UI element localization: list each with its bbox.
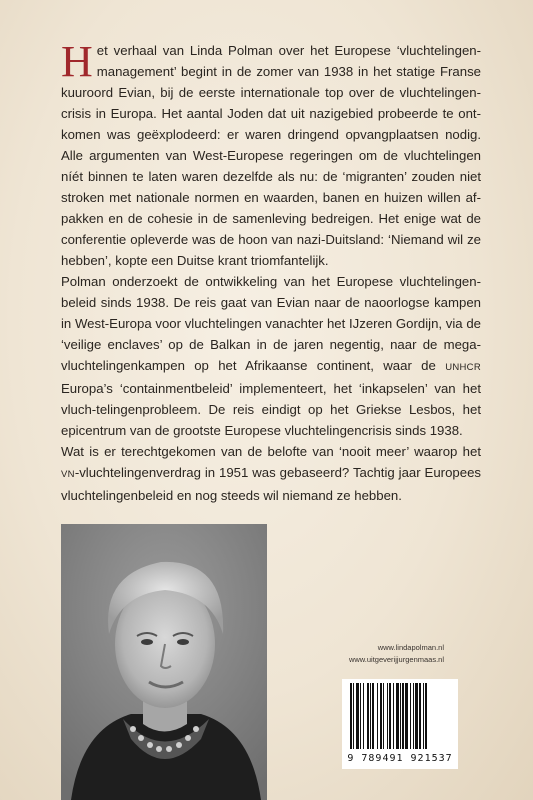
blurb-paragraph-3 bbox=[61, 441, 481, 506]
barcode-bar bbox=[400, 683, 401, 749]
blurb-text bbox=[61, 37, 481, 506]
barcode-bar bbox=[380, 683, 382, 749]
barcode-bar bbox=[410, 683, 411, 749]
paragraph-2-text-end: Europa’s ‘containmentbeleid’ implementeert, het ‘inkapselen’ van het vluch-telingenprobleem. De reis eindigt op het Griekse Lesbos, het epicentrum van de grootste Europese vluchtelingencrisis sinds 1938. bbox=[61, 381, 481, 438]
isbn-barcode bbox=[342, 679, 458, 769]
barcode-bar bbox=[370, 683, 371, 749]
barcode-bar bbox=[377, 683, 378, 749]
publisher-website: www.uitgeverijjurgenmaas.nl bbox=[348, 655, 444, 664]
barcode-bar bbox=[363, 683, 364, 749]
barcode-bar bbox=[360, 683, 361, 749]
barcode-bar bbox=[402, 683, 404, 749]
isbn-number: 9 789491 921537 bbox=[347, 753, 453, 764]
blurb-paragraph-2 bbox=[61, 271, 481, 441]
author-photo bbox=[61, 524, 267, 800]
barcode-bar bbox=[350, 683, 352, 749]
paragraph-3-text-start: Wat is er terechtgekomen van de belofte van ‘nooit meer’ waarop het bbox=[61, 444, 481, 459]
barcode-bar bbox=[367, 683, 369, 749]
drop-cap: H bbox=[61, 37, 93, 86]
barcode-bar bbox=[405, 683, 408, 749]
author-website: www.lindapolman.nl bbox=[377, 643, 444, 652]
barcode-bar bbox=[413, 683, 414, 749]
paragraph-1-text: et verhaal van Linda Polman over het Europese ‘vluchtelingen-management’ begint in de zomer van 1938 in het statige Franse kuuroord Evian, bij de eerste internationale top over de vluchtelingen-crisis in Europa. Het aantal Joden dat uit nazigebied probeerde te ont-komen was geëxplodeerd: er waren dringend opvangplaatsen nodig. Alle argumenten van West-Europese regeringen om de vluchtelingen níét binnen te laten waren dezelfde als nu: de ‘migranten’ zouden niet stroken met nationale normen en waarden, banen en huizen willen af-pakken en de cohesie in de samenleving bedreigen. Het enige wat de conferentie opleverde was de hoon van nazi-Duitsland: ‘Niemand wil ze hebben’, kopte een Duitse krant triomfantelijk. bbox=[61, 43, 481, 268]
barcode-bar bbox=[389, 683, 391, 749]
paragraph-2-text-start: Polman onderzoekt de ontwikkeling van het Europese vluchtelingen-beleid sinds 1938. De reis gaat van Evian naar de naoorlogse kampen in West-Europa voor vluchtelingen vanachter het IJzeren Gordijn, via de ‘veilige enclaves’ op de Balkan in de jaren negentig, naar de mega-vluchtelingenkampen op het Afrikaanse continent, waar de bbox=[61, 274, 481, 373]
barcode-bar bbox=[415, 683, 418, 749]
barcode-bar bbox=[372, 683, 374, 749]
barcode-bar bbox=[423, 683, 424, 749]
barcode-bar bbox=[387, 683, 388, 749]
barcode-bar bbox=[356, 683, 359, 749]
paragraph-3-text-end: -vluchtelingenverdrag in 1951 was gebaseerd? Tachtig jaar Europees vluchtelingenbeleid en nog steeds wil niemand ze hebben. bbox=[61, 465, 481, 503]
barcode-bar bbox=[396, 683, 399, 749]
barcode-bars bbox=[348, 683, 452, 749]
unhcr-abbreviation: UNHCR bbox=[445, 362, 481, 373]
barcode-bar bbox=[425, 683, 427, 749]
barcode-bar bbox=[353, 683, 354, 749]
author-portrait-image bbox=[61, 524, 267, 800]
website-urls bbox=[349, 642, 444, 666]
barcode-bar bbox=[383, 683, 384, 749]
blurb-paragraph-1 bbox=[61, 37, 481, 271]
barcode-bar bbox=[419, 683, 421, 749]
barcode-bar bbox=[393, 683, 394, 749]
vn-abbreviation: VN bbox=[61, 469, 75, 480]
